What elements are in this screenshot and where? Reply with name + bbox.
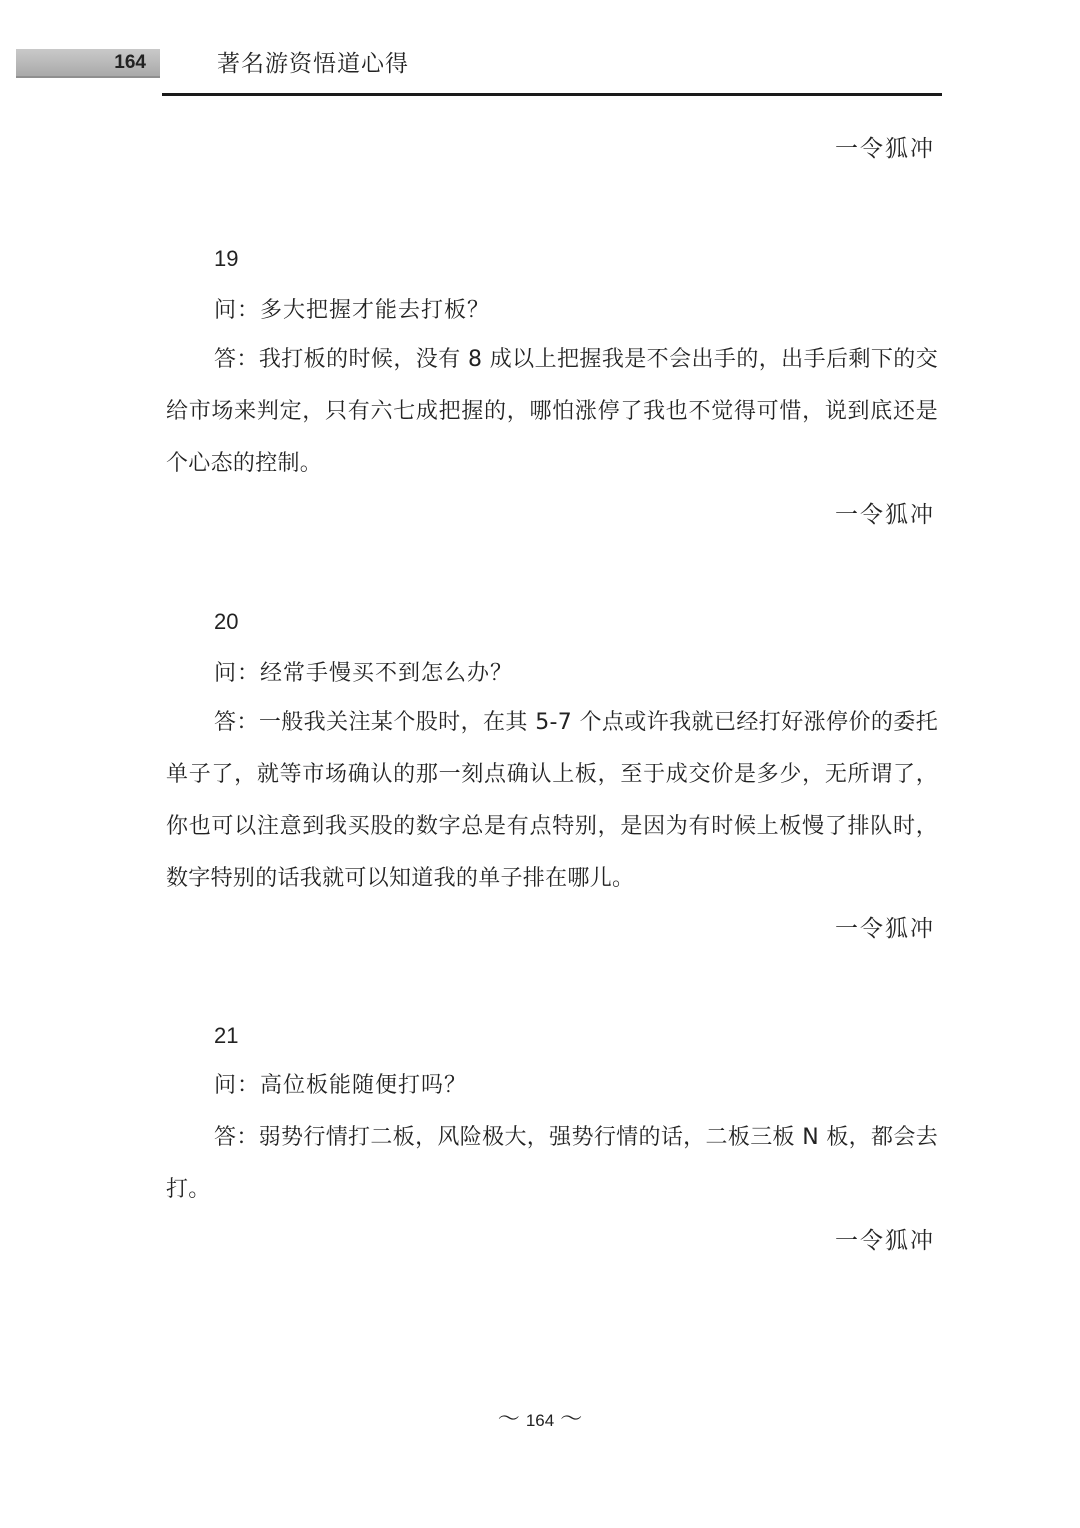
footer-tilde-right: ～: [560, 1407, 583, 1432]
question-20: 问：经常手慢买不到怎么办？: [214, 661, 514, 686]
author-signature-21: 一令狐冲: [835, 1228, 935, 1254]
answer-20: 答：一般我关注某个股时，在其 5-7 个点或许我就已经打好涨停价的委托单子了，就等市场确认的那一刻点确认上板，至于成交价是多少，无所谓了，你也可以注意到我买股的数字总是有点特别，是因为有时候上板慢了排队时，数字特别的话我就可以知道我的单子排在哪儿。: [166, 710, 938, 891]
page-number-tab: [16, 49, 160, 78]
question-21: 问：高位板能随便打吗？: [214, 1073, 468, 1098]
book-title: 著名游资悟道心得: [217, 51, 409, 77]
header-page-number: 164: [114, 52, 146, 73]
answer-21: 答：弱势行情打二板，风险极大，强势行情的话，二板三板 N 板，都会去打。: [166, 1125, 938, 1202]
footer-page-number-value: 164: [525, 1411, 555, 1430]
author-signature-19: 一令狐冲: [835, 502, 935, 528]
footer-page-number: [0, 1402, 1080, 1433]
item-number-21: 21: [214, 1023, 239, 1048]
answer-19: 答：我打板的时候，没有 8 成以上把握我是不会出手的，出手后剩下的交给市场来判定，只有六七成把握的，哪怕涨停了我也不觉得可惜，说到底还是个心态的控制。: [166, 347, 938, 476]
author-signature-top: 一令狐冲: [835, 136, 935, 162]
author-signature-20: 一令狐冲: [835, 916, 935, 942]
header-divider: [162, 93, 942, 96]
question-19: 问：多大把握才能去打板？: [214, 298, 491, 323]
item-number-19: 19: [214, 246, 239, 271]
footer-tilde-left: ～: [497, 1407, 520, 1432]
item-number-20: 20: [214, 609, 239, 634]
